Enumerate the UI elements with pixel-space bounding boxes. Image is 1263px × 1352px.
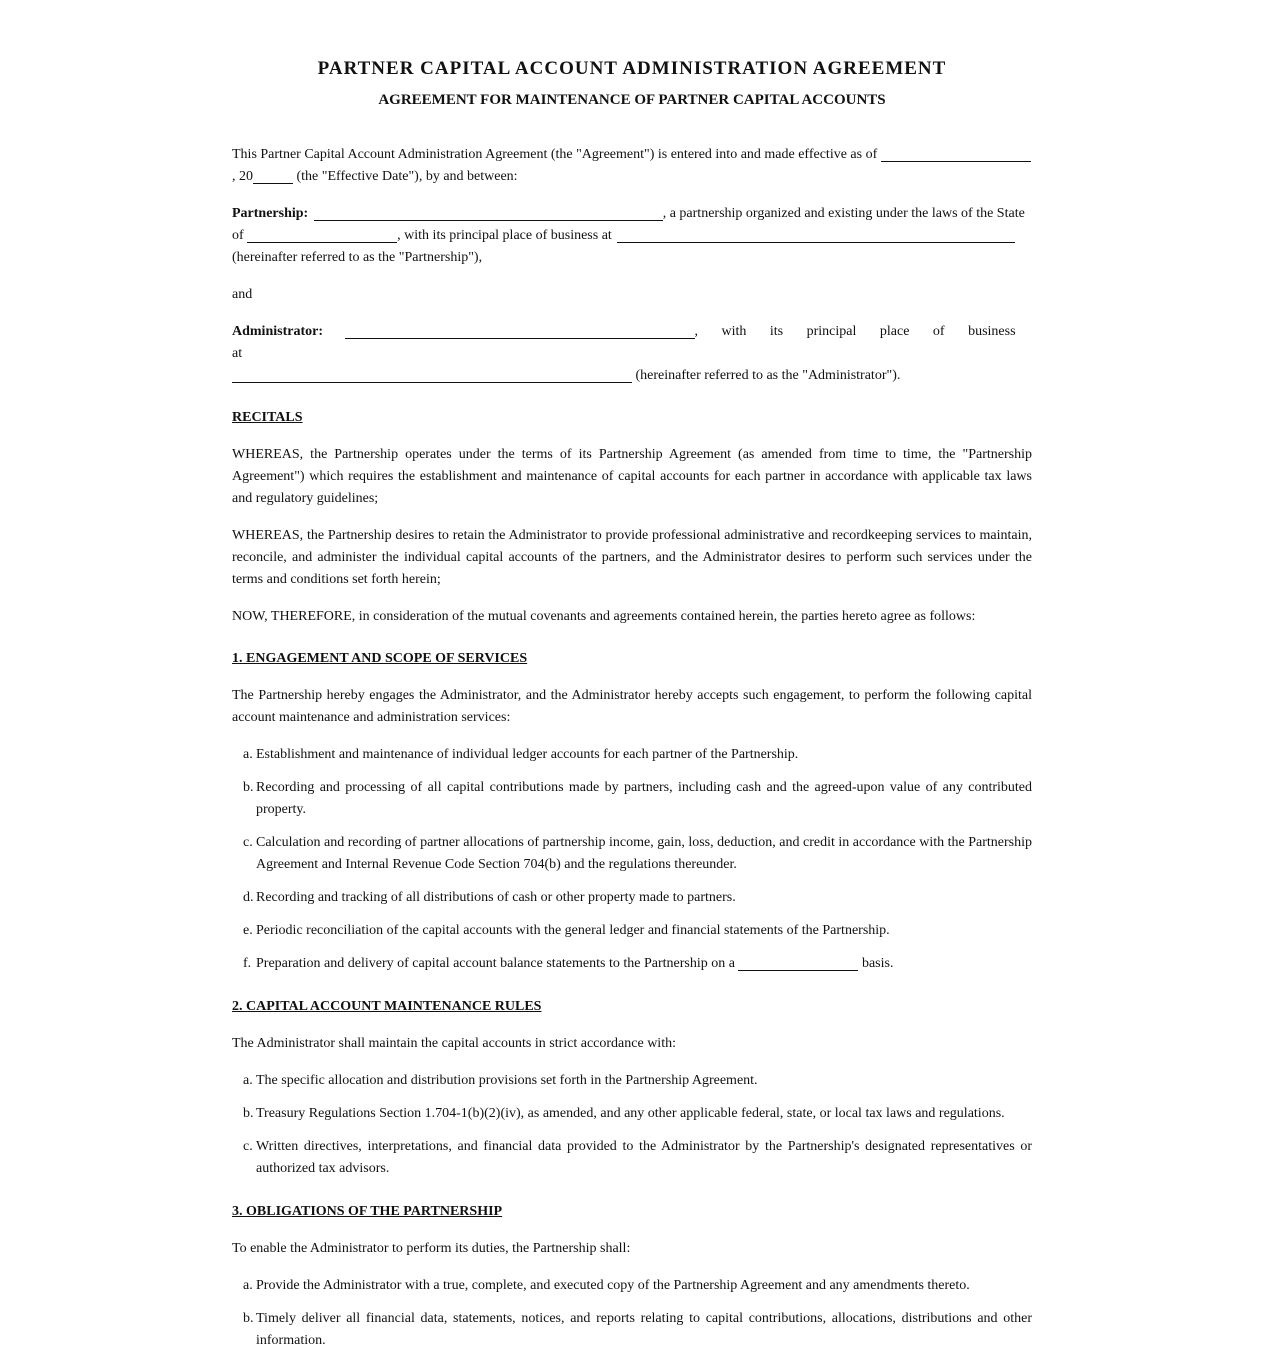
administrator-label: Administrator:: [232, 324, 323, 339]
list-item: e. Periodic reconciliation of the capital accounts with the general ledger and financial statements of the Partnership.: [243, 923, 890, 938]
list-item: a. The specific allocation and distribution provisions set forth in the Partnership Agreement.: [243, 1073, 758, 1088]
section-1-list: [232, 744, 1032, 975]
intro-text-2: , 20: [232, 169, 253, 184]
recital-paragraph-1: WHEREAS, the Partnership operates under the terms of its Partnership Agreement (as amended from time to time, the "Partnership Agreement") which requires the establishment and maintenance of capital accounts for each partner in accordance with applicable tax laws and regulatory guidelines;: [232, 447, 1032, 506]
partnership-name-blank[interactable]: [314, 204, 663, 221]
section-1-heading: 1. ENGAGEMENT AND SCOPE OF SERVICES: [232, 651, 528, 666]
list-item: b. Recording and processing of all capital contributions made by partners, including cash and the agreed-upon value of any contributed property.: [243, 780, 1032, 817]
section-3-heading: 3. OBLIGATIONS OF THE PARTNERSHIP: [232, 1204, 503, 1219]
statement-frequency-blank[interactable]: [738, 954, 858, 971]
section-3-intro: To enable the Administrator to perform its duties, the Partnership shall:: [232, 1241, 631, 1256]
intro-text-3: (the "Effective Date"), by and between:: [296, 169, 518, 184]
administrator-text-2: (hereinafter referred to as the "Administrator").: [635, 368, 901, 383]
list-item: b. Treasury Regulations Section 1.704-1(b)(2)(iv), as amended, and any other applicable federal, state, or local tax laws and regulations.: [243, 1106, 1005, 1121]
list-item: b. Timely deliver all financial data, statements, notices, and reports relating to capital contributions, allocations, distributions and other information.: [243, 1311, 1032, 1348]
administrator-name-blank[interactable]: [345, 322, 695, 339]
list-item: c. Calculation and recording of partner allocations of partnership income, gain, loss, deduction, and credit in accordance with the Partnership Agreement and Internal Revenue Code Section 704(b) and the regulations thereunder.: [243, 835, 1032, 872]
partnership-paragraph: [232, 203, 1032, 269]
intro-text-1: This Partner Capital Account Administration Agreement (the "Agreement") is entered into and made effective as of: [232, 147, 878, 162]
partnership-address-blank[interactable]: [617, 226, 1015, 243]
partnership-text-1: , a partnership organized and existing under the laws of the State of: [232, 206, 1025, 243]
partnership-label: Partnership:: [232, 206, 309, 221]
list-item: f. Preparation and delivery of capital account balance statements to the Partnership on a basis.: [243, 956, 894, 971]
partnership-text-3: (hereinafter referred to as the "Partnership"),: [232, 250, 483, 265]
administrator-text-1: , with its principal place of business at: [232, 324, 1016, 361]
year-blank[interactable]: [253, 167, 293, 184]
administrator-paragraph: [232, 321, 1032, 387]
section-2-heading: 2. CAPITAL ACCOUNT MAINTENANCE RULES: [232, 999, 542, 1014]
administrator-address-blank[interactable]: [232, 366, 632, 383]
document-subtitle: AGREEMENT FOR MAINTENANCE OF PARTNER CAPITAL ACCOUNTS: [378, 92, 886, 108]
state-blank[interactable]: [247, 226, 397, 243]
list-item: d. Recording and tracking of all distributions of cash or other property made to partners.: [243, 890, 736, 905]
section-2-intro: The Administrator shall maintain the capital accounts in strict accordance with:: [232, 1036, 676, 1051]
document-title: PARTNER CAPITAL ACCOUNT ADMINISTRATION AGREEMENT: [317, 58, 947, 79]
intro-paragraph: [232, 144, 1032, 188]
list-item: c. Written directives, interpretations, and financial data provided to the Administrator by the Partnership's designated representatives or authorized tax advisors.: [243, 1139, 1032, 1176]
and-text: and: [232, 287, 253, 302]
list-item: a. Provide the Administrator with a true, complete, and executed copy of the Partnership Agreement and any amendments thereto.: [243, 1278, 970, 1293]
effective-date-blank[interactable]: [881, 145, 1031, 162]
document-page: [232, 0, 1032, 1352]
recitals-heading: RECITALS: [232, 410, 303, 425]
partnership-text-2: , with its principal place of business at: [397, 228, 612, 243]
recital-paragraph-2: WHEREAS, the Partnership desires to retain the Administrator to provide professional administrative and recordkeeping services to maintain, reconcile, and administer the individual capital accounts of the partners, and the Administrator desires to perform such services under the terms and conditions set forth herein;: [232, 528, 1032, 587]
recital-paragraph-3: NOW, THEREFORE, in consideration of the mutual covenants and agreements contained herein, the parties hereto agree as follows:: [232, 609, 976, 624]
list-item: a. Establishment and maintenance of individual ledger accounts for each partner of the Partnership.: [243, 747, 799, 762]
section-2-list: [232, 1070, 1032, 1180]
section-3-list: [232, 1275, 1032, 1352]
section-1-intro: The Partnership hereby engages the Administrator, and the Administrator hereby accepts such engagement, to perform the following capital account maintenance and administration services:: [232, 688, 1032, 725]
